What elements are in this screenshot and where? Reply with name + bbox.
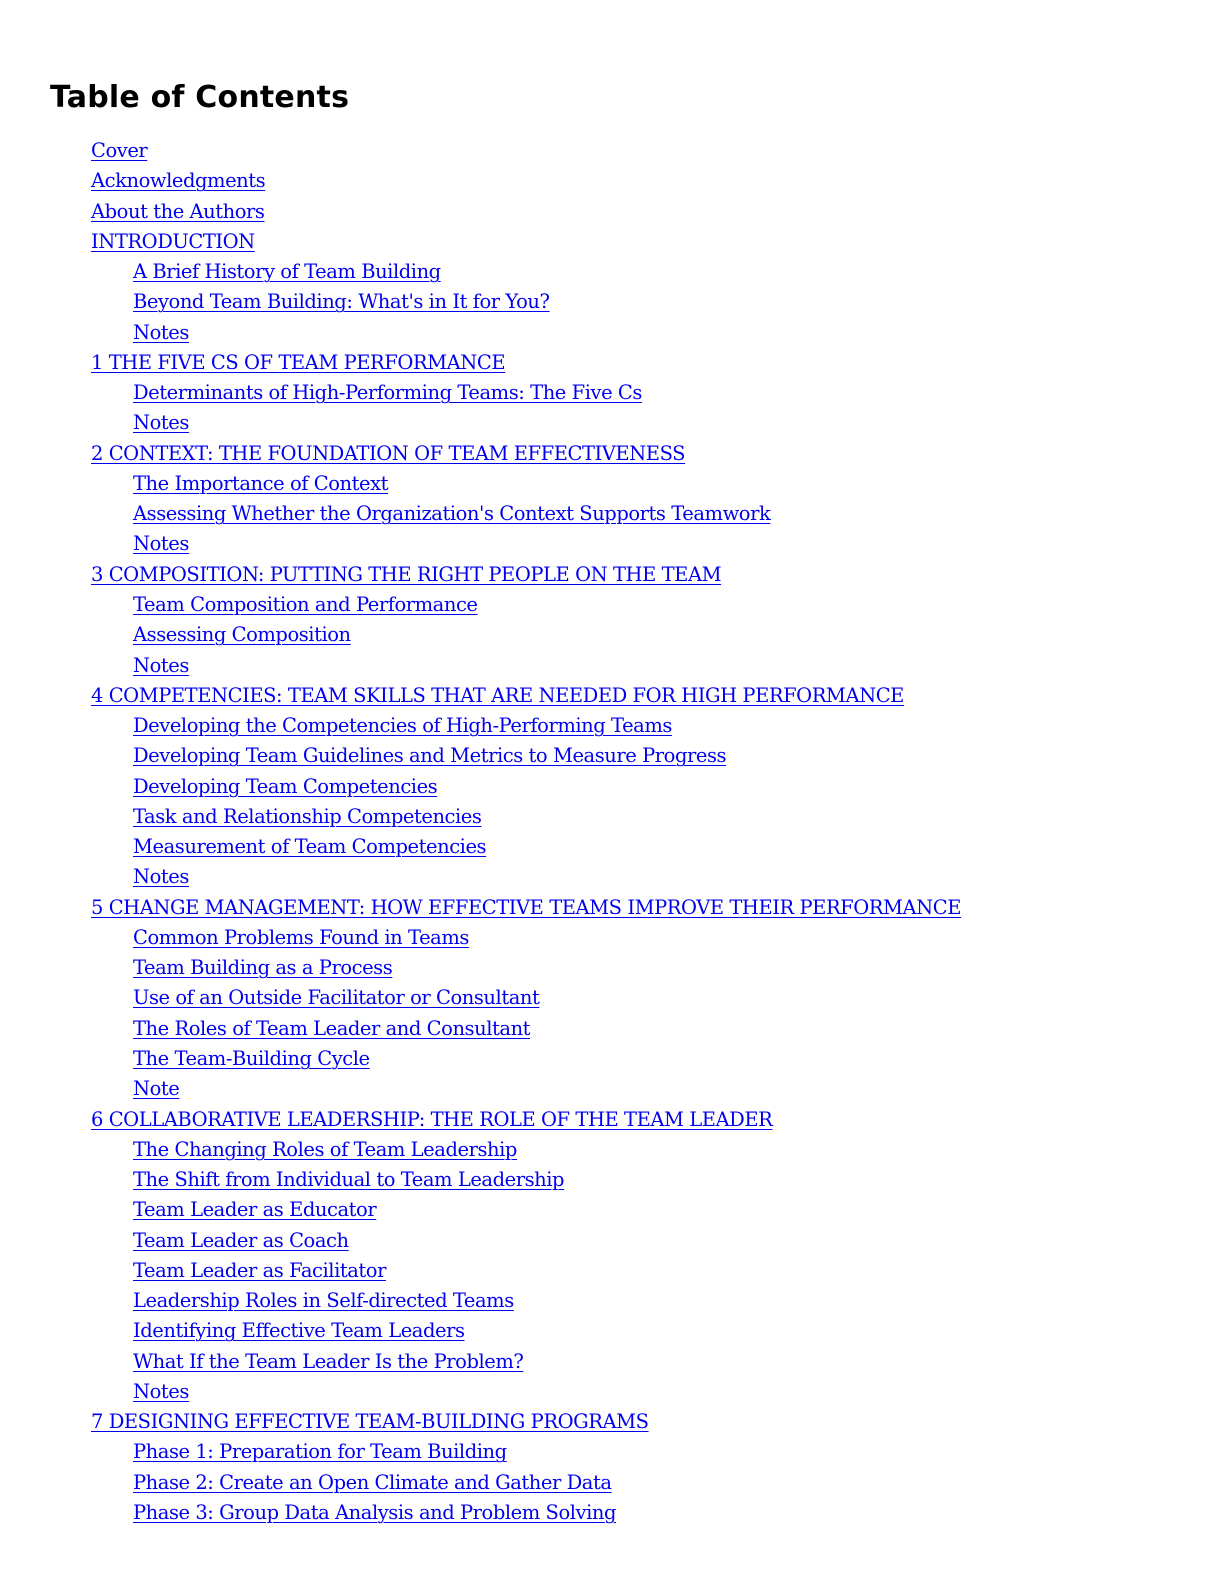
toc-section-item — [0, 1044, 961, 1074]
toc-section-link[interactable]: Notes — [133, 865, 189, 889]
toc-section-item — [0, 983, 961, 1013]
toc-section-link[interactable]: Notes — [133, 532, 189, 556]
toc-chapter-item — [0, 893, 961, 923]
toc-section-item — [0, 1316, 961, 1346]
toc-chapter-item — [0, 348, 961, 378]
toc-chapter-item — [0, 136, 961, 166]
toc-section-link[interactable]: The Importance of Context — [133, 471, 389, 495]
toc-section-link[interactable]: Notes — [133, 320, 189, 344]
toc-section-link[interactable]: The Roles of Team Leader and Consultant — [133, 1016, 531, 1040]
toc-section-item — [0, 1437, 961, 1467]
toc-section-item — [0, 953, 961, 983]
page-title: Table of Contents — [50, 80, 350, 115]
toc-chapter-item — [0, 227, 961, 257]
toc-section-item — [0, 741, 961, 771]
toc-chapter-link[interactable]: 2 CONTEXT: THE FOUNDATION OF TEAM EFFECTIVENESS — [91, 441, 686, 465]
toc-section-item — [0, 1286, 961, 1316]
toc-section-link[interactable]: Note — [133, 1077, 180, 1101]
toc-section-item — [0, 711, 961, 741]
toc-section-item — [0, 499, 961, 529]
toc-section-link[interactable]: Beyond Team Building: What's in It for You? — [133, 290, 550, 314]
toc-section-item — [0, 651, 961, 681]
toc-section-item — [0, 469, 961, 499]
toc-section-link[interactable]: Common Problems Found in Teams — [133, 925, 469, 949]
toc-chapter-item — [0, 681, 961, 711]
toc-section-item — [0, 1074, 961, 1104]
toc-section-link[interactable]: Team Leader as Coach — [133, 1228, 349, 1252]
toc-section-link[interactable]: Phase 1: Preparation for Team Building — [133, 1440, 507, 1464]
toc-chapter-item — [0, 197, 961, 227]
toc-section-item — [0, 620, 961, 650]
toc-section-item — [0, 287, 961, 317]
toc-chapter-item — [0, 1105, 961, 1135]
toc-chapter-link[interactable]: 6 COLLABORATIVE LEADERSHIP: THE ROLE OF THE TEAM LEADER — [91, 1107, 773, 1131]
toc-section-item — [0, 862, 961, 892]
toc-section-item — [0, 1226, 961, 1256]
toc-section-item — [0, 923, 961, 953]
toc-section-link[interactable]: Task and Relationship Competencies — [133, 804, 482, 828]
toc-section-item — [0, 1195, 961, 1225]
toc-section-link[interactable]: Assessing Whether the Organization's Context Supports Teamwork — [133, 502, 771, 526]
toc-chapter-link[interactable]: Acknowledgments — [91, 169, 266, 193]
toc-section-link[interactable]: Phase 3: Group Data Analysis and Problem Solving — [133, 1500, 617, 1524]
toc-section-link[interactable]: Team Building as a Process — [133, 956, 393, 980]
toc-chapter-link[interactable]: INTRODUCTION — [91, 229, 255, 253]
toc-section-link[interactable]: Developing the Competencies of High-Performing Teams — [133, 714, 672, 738]
toc-section-item — [0, 529, 961, 559]
toc-section-link[interactable]: Determinants of High-Performing Teams: The Five Cs — [133, 381, 642, 405]
toc-chapter-link[interactable]: 3 COMPOSITION: PUTTING THE RIGHT PEOPLE ON THE TEAM — [91, 562, 722, 586]
toc-section-item — [0, 832, 961, 862]
toc-section-link[interactable]: Measurement of Team Competencies — [133, 835, 487, 859]
toc-section-item — [0, 257, 961, 287]
toc-section-item — [0, 1377, 961, 1407]
toc-chapter-item — [0, 166, 961, 196]
toc-chapter-link[interactable]: About the Authors — [91, 199, 265, 223]
toc-section-link[interactable]: Identifying Effective Team Leaders — [133, 1319, 465, 1343]
toc-section-link[interactable]: Notes — [133, 1379, 189, 1403]
toc-chapter-link[interactable]: 7 DESIGNING EFFECTIVE TEAM-BUILDING PROGRAMS — [91, 1410, 649, 1434]
toc-section-link[interactable]: Notes — [133, 653, 189, 677]
toc-chapter-item — [0, 1407, 961, 1437]
toc-section-link[interactable]: Assessing Composition — [133, 623, 351, 647]
toc-section-item — [0, 1135, 961, 1165]
toc-section-item — [0, 772, 961, 802]
toc-section-item — [0, 378, 961, 408]
toc-section-link[interactable]: Team Composition and Performance — [133, 592, 478, 616]
toc-section-item — [0, 1347, 961, 1377]
toc-section-link[interactable]: The Shift from Individual to Team Leadership — [133, 1168, 565, 1192]
toc-section-item — [0, 802, 961, 832]
toc-section-item — [0, 1498, 961, 1528]
toc-section-link[interactable]: The Changing Roles of Team Leadership — [133, 1137, 517, 1161]
toc-section-link[interactable]: Use of an Outside Facilitator or Consultant — [133, 986, 540, 1010]
toc-section-item — [0, 1014, 961, 1044]
toc-section-item — [0, 590, 961, 620]
toc-section-link[interactable]: Leadership Roles in Self-directed Teams — [133, 1289, 514, 1313]
toc-section-link[interactable]: The Team-Building Cycle — [133, 1046, 370, 1070]
toc-chapter-link[interactable]: 1 THE FIVE CS OF TEAM PERFORMANCE — [91, 350, 506, 374]
toc-section-link[interactable]: Developing Team Guidelines and Metrics to Measure Progress — [133, 744, 727, 768]
toc-section-item — [0, 318, 961, 348]
toc-section-link[interactable]: Team Leader as Facilitator — [133, 1258, 386, 1282]
toc-chapter-item — [0, 560, 961, 590]
toc-section-item — [0, 408, 961, 438]
toc-chapter-link[interactable]: Cover — [91, 139, 148, 162]
toc-chapter-link[interactable]: 4 COMPETENCIES: TEAM SKILLS THAT ARE NEEDED FOR HIGH PERFORMANCE — [91, 683, 904, 707]
toc-section-item — [0, 1256, 961, 1286]
toc-section-item — [0, 1468, 961, 1498]
toc-section-link[interactable]: Team Leader as Educator — [133, 1198, 377, 1222]
toc-section-link[interactable]: A Brief History of Team Building — [133, 260, 441, 284]
toc-chapter-link[interactable]: 5 CHANGE MANAGEMENT: HOW EFFECTIVE TEAMS IMPROVE THEIR PERFORMANCE — [91, 895, 962, 919]
toc-chapter-item — [0, 439, 961, 469]
toc-list — [0, 136, 961, 1528]
toc-section-item — [0, 1165, 961, 1195]
toc-section-link[interactable]: What If the Team Leader Is the Problem? — [133, 1349, 524, 1373]
toc-section-link[interactable]: Notes — [133, 411, 189, 435]
toc-section-link[interactable]: Phase 2: Create an Open Climate and Gather Data — [133, 1470, 612, 1494]
toc-section-link[interactable]: Developing Team Competencies — [133, 774, 438, 798]
